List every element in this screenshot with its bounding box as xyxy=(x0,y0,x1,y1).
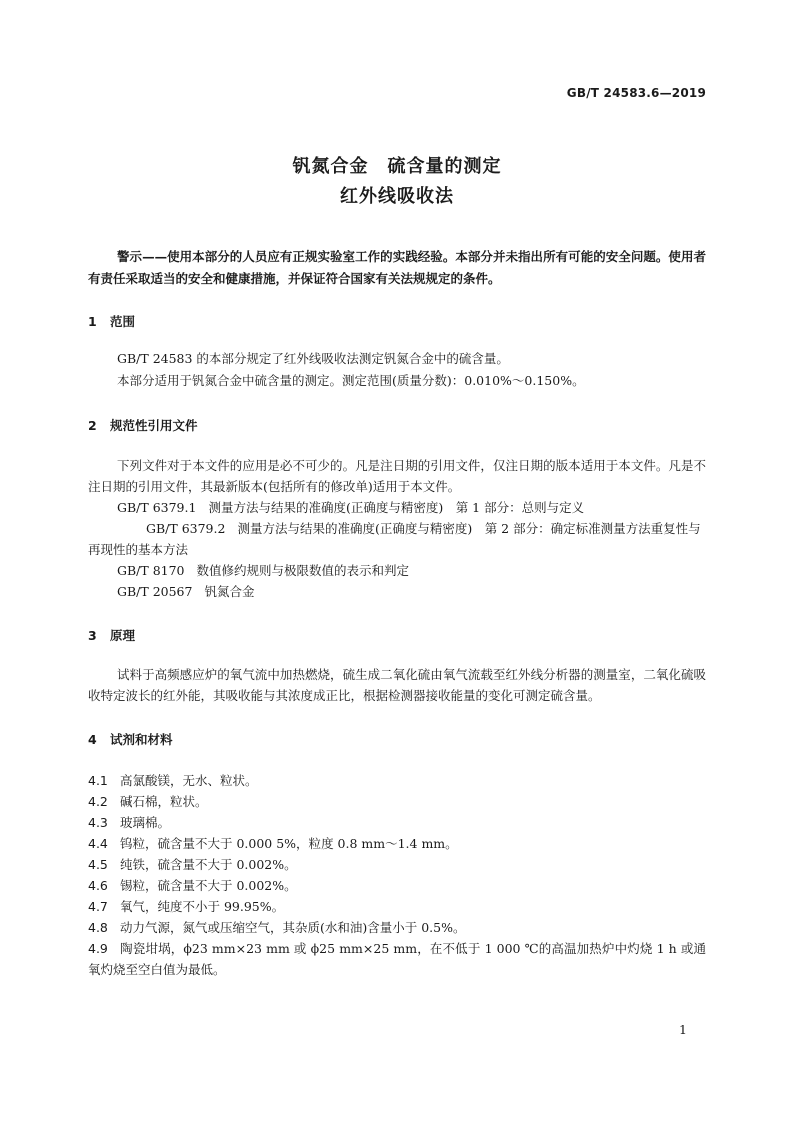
item-number: 4.2 xyxy=(88,794,108,809)
scope-paragraph: 本部分适用于钒氮合金中硫含量的测定。测定范围(质量分数)：0.010%～0.150%。 xyxy=(117,373,585,388)
section-heading-scope xyxy=(88,312,135,330)
scope-paragraph: GB/T 24583 的本部分规定了红外线吸收法测定钒氮合金中的硫含量。 xyxy=(117,351,509,366)
reference-entry xyxy=(117,497,707,518)
item-number: 4.6 xyxy=(88,878,108,893)
page-number: 1 xyxy=(679,1022,687,1037)
document-subtitle: 红外线吸收法 xyxy=(340,186,454,207)
item-text: 陶瓷坩埚，ϕ23 mm×23 mm 或 ϕ25 mm×25 mm，在不低于 1 000 ℃的高温加热炉中灼烧 1 h 或通氧灼烧至空白值为最低。 xyxy=(88,941,706,977)
reagent-item xyxy=(88,917,706,938)
reference-code: GB/T 8170 xyxy=(117,563,185,578)
section-title: 原理 xyxy=(110,628,136,643)
section-number: 4 xyxy=(88,732,97,747)
reagent-item xyxy=(88,791,706,812)
reagent-item xyxy=(88,770,706,791)
section-heading-principle xyxy=(88,626,135,644)
references-intro: 下列文件对于本文件的应用是必不可少的。凡是注日期的引用文件，仅注日期的版本适用于本文件。凡是不注日期的引用文件，其最新版本(包括所有的修改单)适用于本文件。 xyxy=(88,458,706,494)
safety-warning: 警示——使用本部分的人员应有正规实验室工作的实践经验。本部分并未指出所有可能的安全问题。使用者有责任采取适当的安全和健康措施，并保证符合国家有关法规规定的条件。 xyxy=(88,249,706,286)
section-title: 范围 xyxy=(110,314,136,329)
reference-entry xyxy=(117,560,707,581)
reference-title: 数值修约规则与极限数值的表示和判定 xyxy=(196,563,410,578)
item-number: 4.7 xyxy=(88,899,108,914)
principle-paragraph: 试料于高频感应炉的氧气流中加热燃烧，硫生成二氧化硫由氧气流载至红外线分析器的测量室，二氧化硫吸收特定波长的红外能，其吸收能与其浓度成正比，根据检测器接收能量的变化可测定硫含量。 xyxy=(88,667,706,703)
reference-title: 测量方法与结果的准确度(正确度与精密度) 第 1 部分：总则与定义 xyxy=(208,500,585,515)
reagent-item xyxy=(88,833,706,854)
section-title: 试剂和材料 xyxy=(110,732,173,747)
reference-code: GB/T 6379.1 xyxy=(117,500,197,515)
section-heading-normative-references xyxy=(88,416,198,434)
reagent-item xyxy=(88,875,706,896)
item-text: 玻璃棉。 xyxy=(120,815,171,830)
section-number: 1 xyxy=(88,314,97,329)
reagent-item xyxy=(88,854,706,875)
item-number: 4.4 xyxy=(88,836,108,851)
item-number: 4.9 xyxy=(88,941,108,956)
reference-title: 钒氮合金 xyxy=(204,584,255,599)
reference-entry xyxy=(88,518,706,560)
reagent-item xyxy=(88,896,706,917)
item-text: 钨粒，硫含量不大于 0.000 5%，粒度 0.8 mm～1.4 mm。 xyxy=(120,836,458,851)
document-title: 钒氮合金 硫含量的测定 xyxy=(292,156,502,177)
item-text: 氧气，纯度不小于 99.95%。 xyxy=(120,899,285,914)
section-number: 2 xyxy=(88,418,97,433)
reference-entry xyxy=(117,581,707,602)
item-number: 4.8 xyxy=(88,920,108,935)
item-number: 4.5 xyxy=(88,857,108,872)
item-number: 4.3 xyxy=(88,815,108,830)
section-number: 3 xyxy=(88,628,97,643)
item-text: 动力气源，氮气或压缩空气，其杂质(水和油)含量小于 0.5%。 xyxy=(120,920,466,935)
standard-code: GB/T 24583.6—2019 xyxy=(566,86,706,100)
reagent-item xyxy=(88,812,706,833)
item-text: 纯铁，硫含量不大于 0.002%。 xyxy=(120,857,297,872)
reference-code: GB/T 6379.2 xyxy=(146,521,226,536)
item-text: 碱石棉，粒状。 xyxy=(120,794,208,809)
item-text: 高氯酸镁，无水、粒状。 xyxy=(120,773,258,788)
section-heading-reagents xyxy=(88,730,173,748)
item-number: 4.1 xyxy=(88,773,108,788)
reference-title: 测量方法与结果的准确度(正确度与精密度) 第 2 部分：确定标准测量方法重复性与再现性的基本方法 xyxy=(88,521,701,557)
reagent-item xyxy=(88,938,706,980)
item-text: 锡粒，硫含量不大于 0.002%。 xyxy=(120,878,297,893)
section-title: 规范性引用文件 xyxy=(110,418,198,433)
reference-code: GB/T 20567 xyxy=(117,584,193,599)
